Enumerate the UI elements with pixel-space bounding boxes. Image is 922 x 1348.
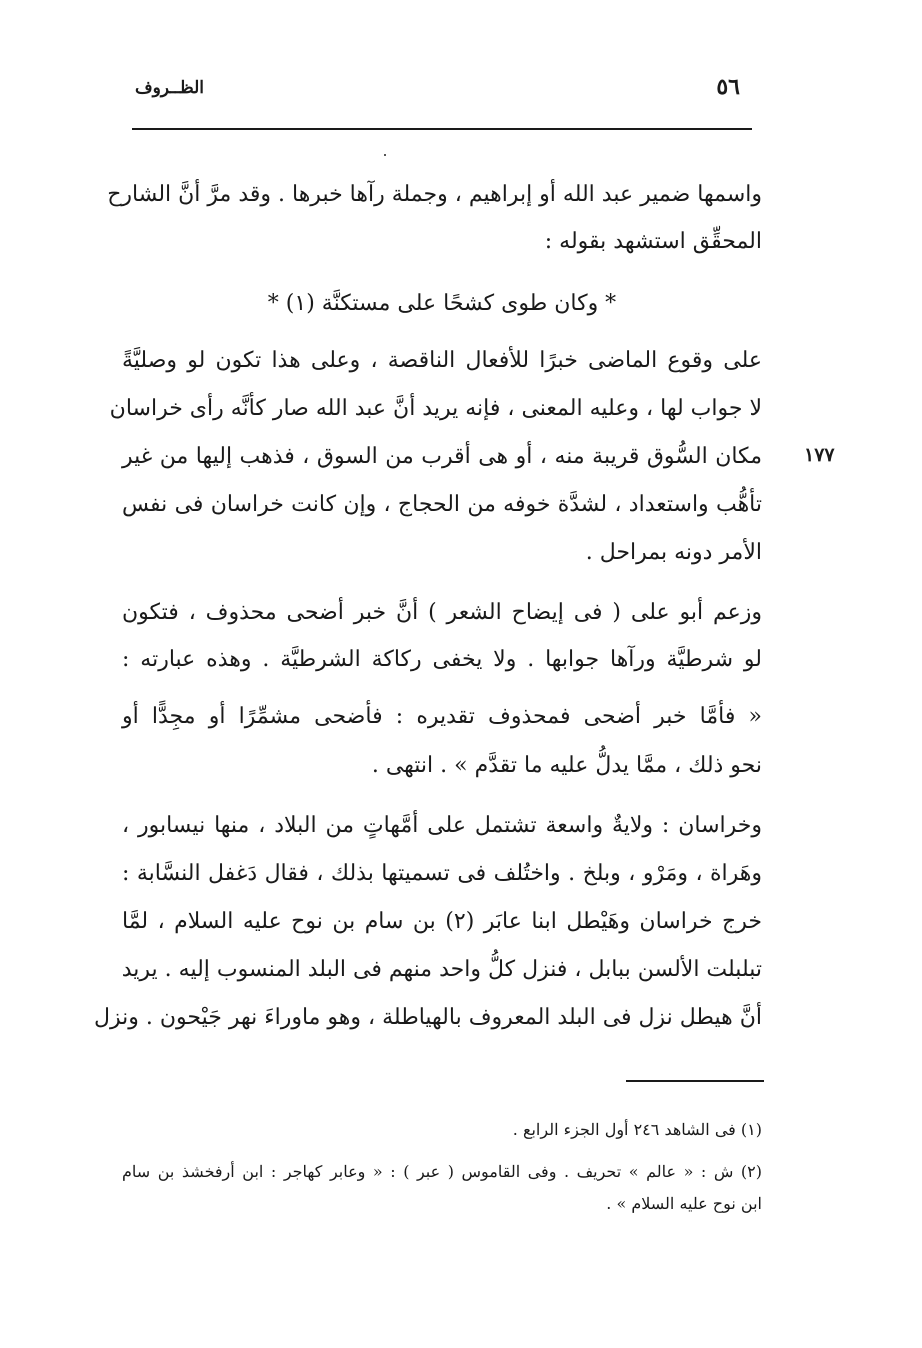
text-line: لا جواب لها ، وعليه المعنى ، فإنه يريد أنَّ عبد الله صار كأنَّه رأى خراسان (109, 396, 762, 421)
quote-line: نحو ذلك ، ممَّا يدلُّ عليه ما تقدَّم » . انتهى . (371, 753, 762, 778)
verse-line: * وكان طوى كشحًا على مستكنَّة (١) * (267, 291, 617, 316)
scan-mark (384, 154, 386, 156)
text-line: وخراسان : ولايةٌ واسعة تشتمل على أمَّهاتٍ من البلاد ، منها نيسابور ، (122, 813, 762, 838)
text-line: على وقوع الماضى خبرًا للأفعال الناقصة ، وعلى هذا تكون لو وصليَّةً (122, 348, 762, 373)
text-line: أنَّ هيطل نزل فى البلد المعروف بالهياطلة ، وهو ماوراءَ نهر جَيْحون . ونزل (94, 1005, 762, 1030)
text-line: مكان السُّوق قريبة منه ، أو هى أقرب من السوق ، فذهب إليها من غير (122, 444, 762, 469)
quote-line: « فأمَّا خبر أضحى فمحذوف تقديره : فأضحى مشمِّرًا أو مجِدًّا أو (122, 704, 762, 729)
footnote-continuation: ابن نوح عليه السلام » . (606, 1194, 762, 1213)
text-line: تأهُّب واستعداد ، لشدَّة خوفه من الحجاج ، وإن كانت خراسان فى نفس (122, 492, 762, 517)
header-rule (132, 128, 752, 130)
running-header-title: الظــروف (134, 78, 204, 98)
page-number: ٥٦ (716, 74, 740, 100)
margin-reference-number: ١٧٧ (804, 444, 835, 466)
text-line: الأمر دونه بمراحل . (585, 540, 762, 565)
footnote-rule (626, 1080, 764, 1082)
text-line: لو شرطيَّة ورآها جوابها . ولا يخفى ركاكة الشرطيَّة . وهذه عبارته : (122, 647, 762, 672)
text-line: تبلبلت الألسن ببابل ، فنزل كلُّ واحد منهم فى البلد المنسوب إليه . يريد (121, 957, 762, 982)
text-line: خرج خراسان وهَيْطل ابنا عابَر (٢) بن سام بن نوح عليه السلام ، لمَّا (122, 909, 762, 934)
text-line: واسمها ضمير عبد الله أو إبراهيم ، وجملة رآها خبرها . وقد مرَّ أنَّ الشارح (107, 182, 762, 207)
footnote: (١) فى الشاهد ٢٤٦ أول الجزء الرابع . (512, 1120, 762, 1139)
text-line: وهَراة ، ومَرْو ، وبلخ . واختُلف فى تسميتها بذلك ، فقال دَغفل النسَّابة : (122, 861, 762, 886)
text-line: وزعم أبو على ( فى إيضاح الشعر ) أنَّ خبر أضحى محذوف ، فتكون (122, 600, 762, 625)
footnote: (٢) ش : « عالم » تحريف . وفى القاموس ( عبر ) : « وعابر كهاجر : ابن أرفخشذ بن سام (122, 1162, 762, 1181)
text-line: المحقِّق استشهد بقوله : (544, 229, 762, 254)
